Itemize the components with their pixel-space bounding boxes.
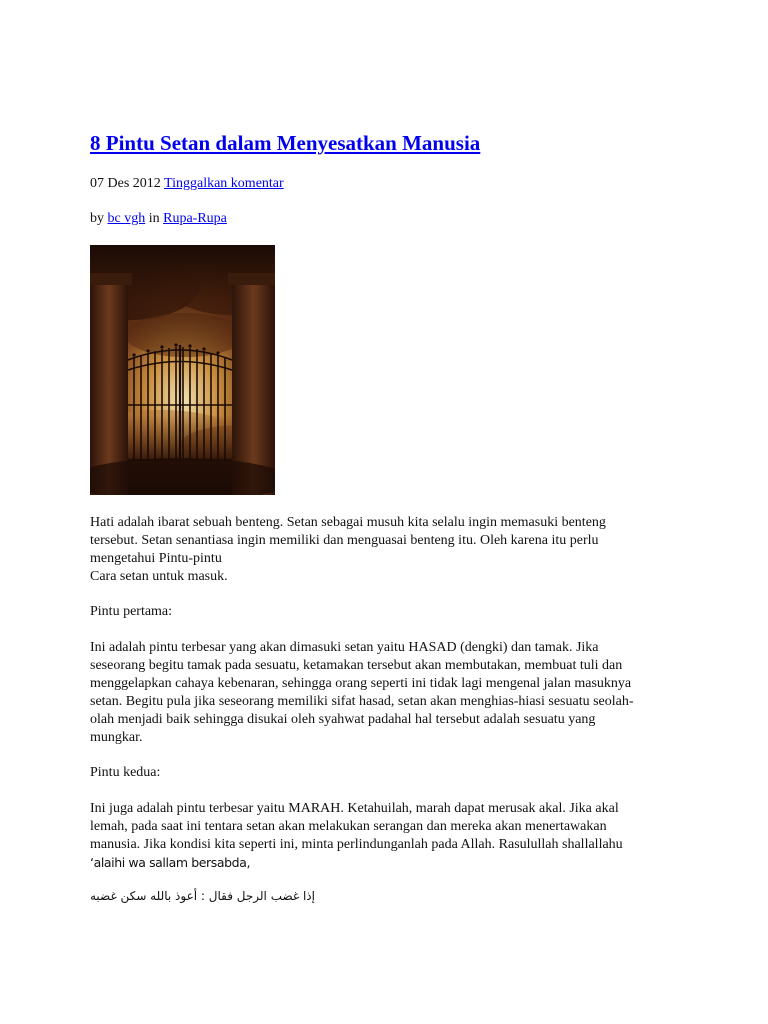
intro-paragraph — [90, 514, 690, 586]
by-prefix: by — [90, 211, 104, 226]
heading-first-door: Pintu pertama: — [90, 604, 173, 619]
second-door-line: Ini juga adalah pintu terbesar yaitu MARAH. Ketahuilah, marah dapat merusak akal. Jika akal — [90, 801, 619, 816]
leave-comment-link[interactable]: Tinggalkan komentar — [164, 176, 284, 191]
in-word: in — [148, 211, 160, 226]
author-link[interactable]: bc vgh — [107, 211, 146, 226]
arabic-hadith-quote: إذا غضب الرجل فقال : أعوذ بالله سكن غضبه — [90, 889, 315, 903]
second-door-line: lemah, pada saat ini tentara setan akan melakukan serangan dan mereka akan menertawakan — [90, 819, 607, 834]
intro-line: Hati adalah ibarat sebuah benteng. Setan sebagai musuh kita selalu ingin memasuki benteng — [90, 515, 606, 530]
intro-line: Cara setan untuk masuk. — [90, 569, 228, 584]
first-door-line: seseorang begitu tamak pada sesuatu, ketamakan tersebut akan membutakan, membuat tuli dan — [90, 658, 623, 673]
article-title[interactable] — [90, 129, 480, 157]
post-meta-author — [90, 210, 227, 228]
first-door-line: Ini adalah pintu terbesar yang akan dimasuki setan yaitu HASAD (dengki) dan tamak. Jika — [90, 640, 599, 655]
first-door-line: olah menjadi baik sehingga disukai oleh syahwat padahal hal tersebut adalah sesuatu yang — [90, 712, 596, 727]
first-door-line: mungkar. — [90, 730, 143, 745]
article-title-link[interactable]: 8 Pintu Setan dalam Menyesatkan Manusia — [90, 131, 481, 155]
gate-image — [90, 245, 275, 495]
first-door-line: menggelapkan cahaya kebenaran, sehingga orang seperti ini tidak lagi mengenal jalan masuknya — [90, 676, 632, 691]
second-door-paragraph — [90, 800, 690, 873]
post-date: 07 Des 2012 — [90, 176, 161, 191]
intro-line: mengetahui Pintu-pintu — [90, 551, 222, 566]
category-link[interactable]: Rupa-Rupa — [163, 211, 227, 226]
post-meta-date — [90, 175, 284, 193]
first-door-paragraph — [90, 639, 690, 747]
intro-line: tersebut. Setan senantiasa ingin memiliki dan menguasai benteng itu. Oleh karena itu perlu — [90, 533, 599, 548]
second-door-line: ‘alaihi wa sallam bersabda, — [90, 855, 251, 870]
second-door-line: manusia. Jika kondisi kita seperti ini, minta perlindunganlah pada Allah. Rasulullah shallallahu — [90, 837, 623, 852]
first-door-line: setan. Begitu pula jika seseorang memiliki sifat hasad, setan akan menghias-hiasi sesuatu seolah- — [90, 694, 634, 709]
heading-second-door: Pintu kedua: — [90, 765, 161, 780]
